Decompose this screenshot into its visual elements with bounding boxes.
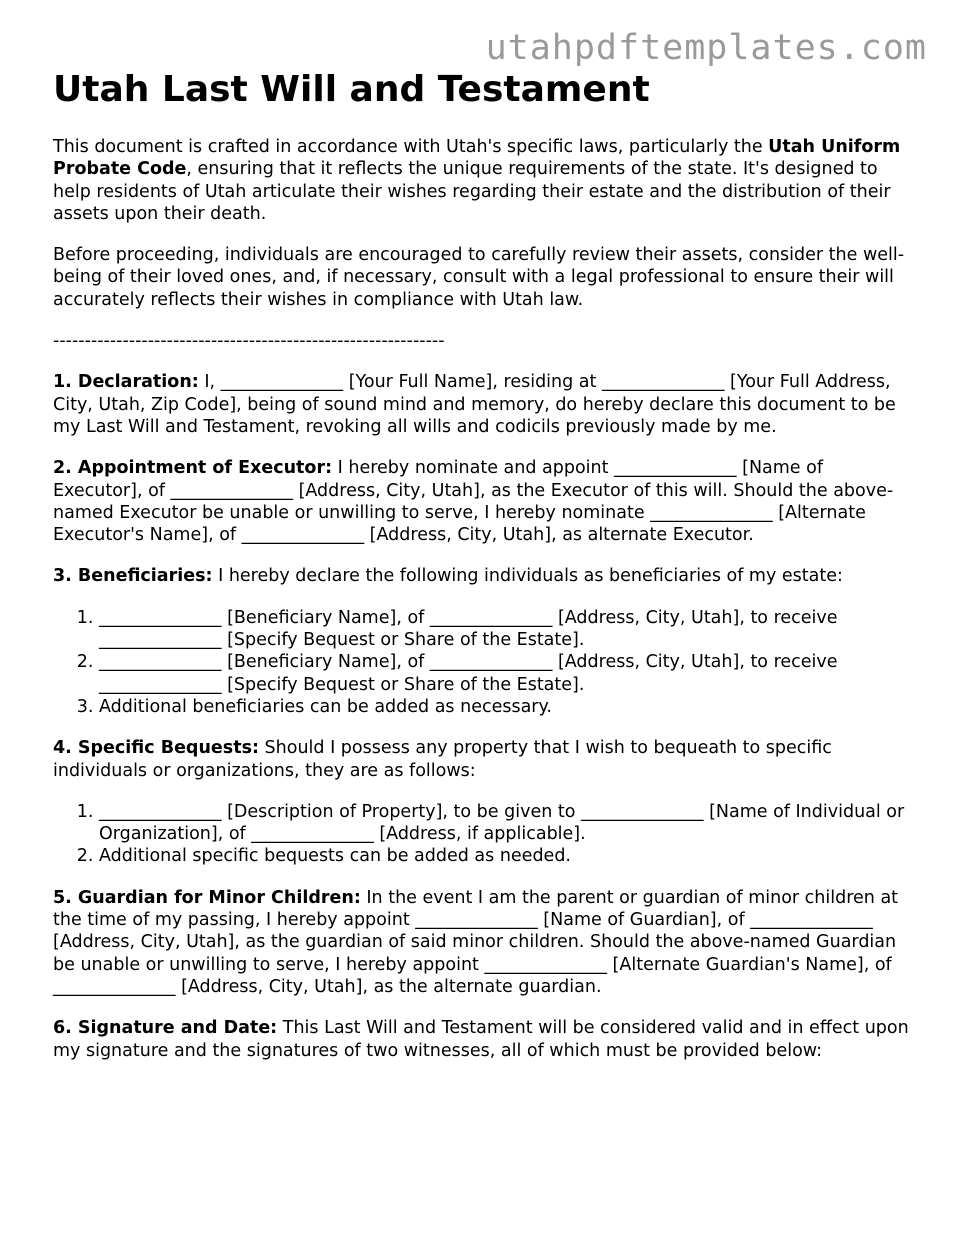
intro-paragraph-2: Before proceeding, individuals are encouraged to carefully review their assets, consider the well-being of their loved ones, and, if necessary, consult with a legal professional to ensure their will accurately reflects their wishes in compliance with Utah law. <box>53 245 905 310</box>
section-text: I hereby nominate and appoint ______________ [Name of Executor], of ______________ [Address, City, Utah], as the Executor of this will. Should the above-named Executor be unable or unwilling to serve, I hereby nominate ______________ [Alternate Executor's Name], of ______________ [Address, City, Utah], as alternate Executor. <box>53 458 894 546</box>
intro-paragraph-1 <box>53 136 911 225</box>
section-text: I, ______________ [Your Full Name], residing at ______________ [Your Full Address, City, Utah, Zip Code], being of sound mind and memory, do hereby declare this document to be my Last Will and Testament, revoking all wills and codicils previously made by me. <box>53 372 896 437</box>
section-signature <box>53 1017 911 1062</box>
section-heading: 3. Beneficiaries: <box>53 566 213 587</box>
section-heading: 6. Signature and Date: <box>53 1018 278 1039</box>
beneficiaries-list <box>53 607 911 718</box>
section-heading: 2. Appointment of Executor: <box>53 458 333 479</box>
divider-line: -------------------------------------------------------------- <box>53 331 445 352</box>
watermark: utahpdftemplates.com <box>485 28 927 68</box>
section-heading: 5. Guardian for Minor Children: <box>53 887 361 908</box>
list-item: 2. ______________ [Beneficiary Name], of ______________ [Address, City, Utah], to receive ______________ [Specify Bequest or Share of the Estate]. <box>99 651 911 696</box>
list-item: 2. Additional specific bequests can be added as needed. <box>99 845 911 867</box>
list-item: 1. ______________ [Description of Property], to be given to ______________ [Name of Individual or Organization], of ______________ [Address, if applicable]. <box>99 801 911 846</box>
section-bequests <box>53 737 911 782</box>
intro-text-a: This document is crafted in accordance with Utah's specific laws, particularly the <box>53 137 769 157</box>
section-declaration <box>53 371 911 438</box>
section-text: This Last Will and Testament will be considered valid and in effect upon my signature and the signatures of two witnesses, all of which must be provided below: <box>53 1018 909 1061</box>
bequests-list <box>53 801 911 868</box>
section-text: Should I possess any property that I wish to bequeath to specific individuals or organizations, they are as follows: <box>53 738 832 781</box>
section-heading: 4. Specific Bequests: <box>53 738 259 759</box>
section-text: I hereby declare the following individuals as beneficiaries of my estate: <box>212 566 843 587</box>
section-text: In the event I am the parent or guardian of minor children at the time of my passing, I hereby appoint ______________ [Name of Guardian], of ______________ [Address, City, Utah], as the guardian of said minor children. Should the above-named Guardian be unable or unwilling to serve, I hereby appoint ______________ [Alternate Guardian's Name], of ______________ [Address, City, Utah], as the alternate guardian. <box>53 887 899 997</box>
list-item: 3. Additional beneficiaries can be added as necessary. <box>99 696 911 718</box>
intro-text-b: , ensuring that it reflects the unique requirements of the state. It's designed to help residents of Utah articulate their wishes regarding their estate and the distribution of their assets upon their death. <box>53 159 891 224</box>
section-heading: 1. Declaration: <box>53 372 199 393</box>
section-beneficiaries <box>53 565 911 587</box>
intro-bold-code: Utah Uniform Probate Code <box>53 137 901 180</box>
document-body <box>53 66 911 1062</box>
section-guardian <box>53 887 911 998</box>
page-title: Utah Last Will and Testament <box>53 69 650 110</box>
list-item: 1. ______________ [Beneficiary Name], of ______________ [Address, City, Utah], to receive ______________ [Specify Bequest or Share of the Estate]. <box>99 607 911 652</box>
section-executor <box>53 457 911 546</box>
